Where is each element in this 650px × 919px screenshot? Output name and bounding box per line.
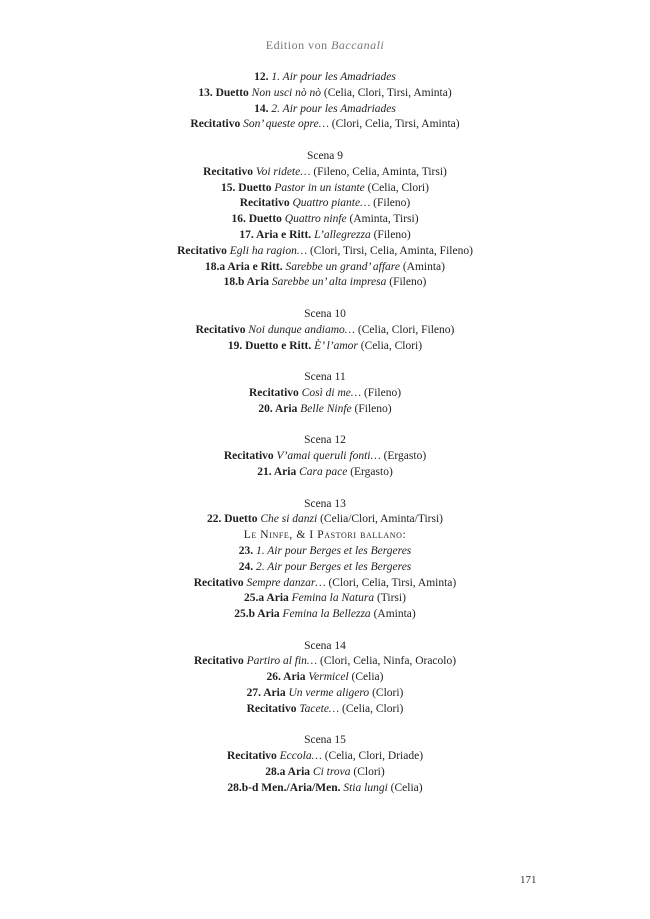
entry-characters: (Tirsi) <box>374 592 406 605</box>
entry-number: 27. Aria <box>246 687 286 700</box>
entry-number: 16. Duetto <box>231 213 282 226</box>
entry-characters: (Fileno) <box>386 276 427 289</box>
entry-characters: (Celia, Clori) <box>339 702 404 715</box>
entry-number: 28.b-d Men./Aria/Men. <box>227 781 341 794</box>
entry-line <box>0 544 650 560</box>
entry-characters: (Celia, Clori) <box>364 181 429 194</box>
entry-number: 25.a Aria <box>244 592 289 605</box>
entry-number: 13. Duetto <box>198 86 249 99</box>
entry-number: Recitativo <box>193 576 244 589</box>
entry-characters: (Fileno) <box>370 228 411 241</box>
entry-number: 15. Duetto <box>221 181 272 194</box>
entry-characters: (Ergasto) <box>380 450 427 463</box>
entry-title: Stia lungi <box>340 781 388 794</box>
running-head-prefix: Edition von <box>265 38 332 52</box>
entry-title: V’amai queruli fonti… <box>273 450 381 463</box>
entry-characters: (Clori, Celia, Ninfa, Oracolo) <box>317 655 457 668</box>
entry-title: Quattro piante… <box>289 197 371 210</box>
entry-characters: (Celia, Clori, Fileno) <box>355 323 455 336</box>
stage-direction: Le Ninfe, & I Pastori ballano: <box>243 529 407 542</box>
entry-characters: (Fileno) <box>351 402 392 415</box>
entry-title: Tacete… <box>296 702 340 715</box>
entry-number: Recitativo <box>223 450 274 463</box>
scene-block <box>0 639 650 718</box>
entry-characters: (Aminta) <box>370 608 416 621</box>
scene-block <box>0 497 650 623</box>
entry-number: 18.a Aria e Ritt. <box>205 260 283 273</box>
entry-line <box>0 339 650 355</box>
scene-title: Scena 10 <box>304 307 346 320</box>
entry-title: Non usci nò nò <box>248 86 321 99</box>
entry-number: Recitativo <box>195 323 246 336</box>
entry-line <box>0 560 650 576</box>
scene-title: Scena 14 <box>304 639 346 652</box>
entry-number: Recitativo <box>193 655 244 668</box>
entry-line <box>0 686 650 702</box>
running-head-publisher: Baccanali <box>331 38 385 52</box>
entry-title: Così di me… <box>298 386 362 399</box>
entry-number: 12. <box>254 71 269 83</box>
entry-line <box>0 402 650 418</box>
entry-characters: (Clori) <box>350 766 385 779</box>
scene-block <box>0 307 650 354</box>
entry-title: Voi ridete… <box>252 165 311 178</box>
entry-characters: (Clori, Tirsi, Celia, Aminta, Fileno) <box>307 244 473 257</box>
entry-line <box>0 781 650 797</box>
entry-characters: (Clori, Celia, Tirsi, Aminta) <box>325 576 457 589</box>
entry-line <box>0 512 650 528</box>
entry-line <box>0 323 650 339</box>
entry-number: Recitativo <box>226 750 277 763</box>
entry-characters: (Aminta) <box>399 260 445 273</box>
entry-characters: (Ergasto) <box>347 465 393 478</box>
scene-block <box>0 149 650 291</box>
entry-line <box>0 275 650 291</box>
entry-title: Eccola… <box>276 750 322 763</box>
entry-characters: (Celia, Clori, Driade) <box>321 750 424 763</box>
entry-number: Recitativo <box>190 118 241 131</box>
entry-line <box>0 244 650 260</box>
scene-title: Scena 15 <box>304 734 346 747</box>
entry-line <box>0 196 650 212</box>
scene-title: Scena 13 <box>304 497 346 510</box>
entry-line <box>0 260 650 276</box>
entry-title: Belle Ninfe <box>297 402 352 415</box>
entry-title: Sarebbe un grand’ affare <box>282 260 400 273</box>
entry-line <box>0 70 650 86</box>
entry-number: 18.b Aria <box>223 276 270 289</box>
scene-block <box>0 370 650 417</box>
entry-line <box>0 117 650 133</box>
scene-title: Scena 11 <box>304 371 346 384</box>
entry-characters: (Celia, Clori, Tirsi, Aminta) <box>321 86 452 99</box>
scene-block <box>0 733 650 796</box>
entry-characters: (Celia) <box>348 671 384 684</box>
entry-number: 25.b Aria <box>234 608 280 621</box>
table-of-contents <box>0 70 650 797</box>
entry-title: Quattro ninfe <box>281 213 347 226</box>
entry-title: 2. Air pour Berges et les Bergeres <box>253 560 412 573</box>
entry-characters: (Celia/Clori, Aminta/Tirsi) <box>317 513 443 526</box>
entry-line <box>0 607 650 623</box>
entry-title: Son’ queste opre… <box>240 118 329 131</box>
entry-number: 28.a Aria <box>265 766 311 779</box>
entry-line <box>0 102 650 118</box>
entry-title: Che si danzi <box>257 513 318 526</box>
entry-characters: (Fileno) <box>361 386 402 399</box>
entry-line <box>0 212 650 228</box>
entry-title: Un verme aligero <box>285 687 370 700</box>
entry-line <box>0 576 650 592</box>
entry-line <box>0 386 650 402</box>
entry-title: Vermicel <box>305 671 349 684</box>
entry-line <box>0 465 650 481</box>
entry-number: 19. Duetto e Ritt. <box>227 339 312 352</box>
page-number: 171 <box>520 874 537 886</box>
entry-line <box>0 702 650 718</box>
entry-number: 14. <box>254 102 269 115</box>
entry-number: 24. <box>238 560 254 573</box>
entry-line <box>0 654 650 670</box>
entry-line <box>0 765 650 781</box>
entry-title: Ci trova <box>310 766 351 779</box>
entry-line <box>0 749 650 765</box>
entry-line <box>0 670 650 686</box>
entry-title: Sarebbe un’ alta impresa <box>269 276 387 289</box>
entry-number: Recitativo <box>177 244 227 257</box>
entry-title: Sempre danzar… <box>243 576 326 589</box>
entry-number: 17. Aria e Ritt. <box>239 228 312 241</box>
entry-line <box>0 228 650 244</box>
entry-number: 26. Aria <box>266 671 306 684</box>
entry-title: 2. Air pour les Amadriades <box>268 102 396 115</box>
entry-number: 22. Duetto <box>207 513 258 526</box>
entry-characters: (Celia) <box>387 781 423 794</box>
scene-title: Scena 9 <box>306 149 344 162</box>
entry-number: 20. Aria <box>258 402 298 415</box>
entry-title: Femina la Natura <box>288 592 375 605</box>
entry-characters: (Clori) <box>369 687 404 700</box>
entry-number: Recitativo <box>239 197 290 210</box>
entry-title: Pastor in un istante <box>271 181 365 194</box>
entry-title: L’allegrezza <box>311 228 371 241</box>
scene-block <box>0 433 650 480</box>
entry-number: 23. <box>238 544 254 557</box>
entry-line <box>0 591 650 607</box>
entry-line <box>0 165 650 181</box>
entry-line <box>0 528 650 544</box>
entry-characters: (Aminta, Tirsi) <box>346 213 419 226</box>
entry-title: Egli ha ragion… <box>226 244 308 257</box>
entry-line <box>0 86 650 102</box>
running-head <box>0 38 650 53</box>
scene-title: Scena 12 <box>304 434 346 447</box>
entry-title: 1. Air pour les Amadriades <box>268 71 396 83</box>
entry-characters: (Clori, Celia, Tirsi, Aminta) <box>328 118 460 131</box>
entry-title: 1. Air pour Berges et les Bergeres <box>253 544 412 557</box>
entry-number: 21. Aria <box>257 465 297 478</box>
entry-line <box>0 449 650 465</box>
entry-title: Femina la Bellezza <box>279 608 371 621</box>
entry-title: Partiro al fin… <box>243 655 318 668</box>
entry-title: È’ l’amor <box>311 339 358 352</box>
entry-characters: (Celia, Clori) <box>357 339 423 352</box>
entry-characters: (Fileno) <box>370 197 411 210</box>
entry-number: Recitativo <box>248 386 299 399</box>
entry-title: Cara pace <box>296 465 348 478</box>
entry-number: Recitativo <box>246 702 297 715</box>
entry-number: Recitativo <box>203 165 253 178</box>
entry-line <box>0 181 650 197</box>
entry-title: Noi dunque andiamo… <box>245 323 356 336</box>
entry-characters: (Fileno, Celia, Aminta, Tirsi) <box>310 165 447 178</box>
